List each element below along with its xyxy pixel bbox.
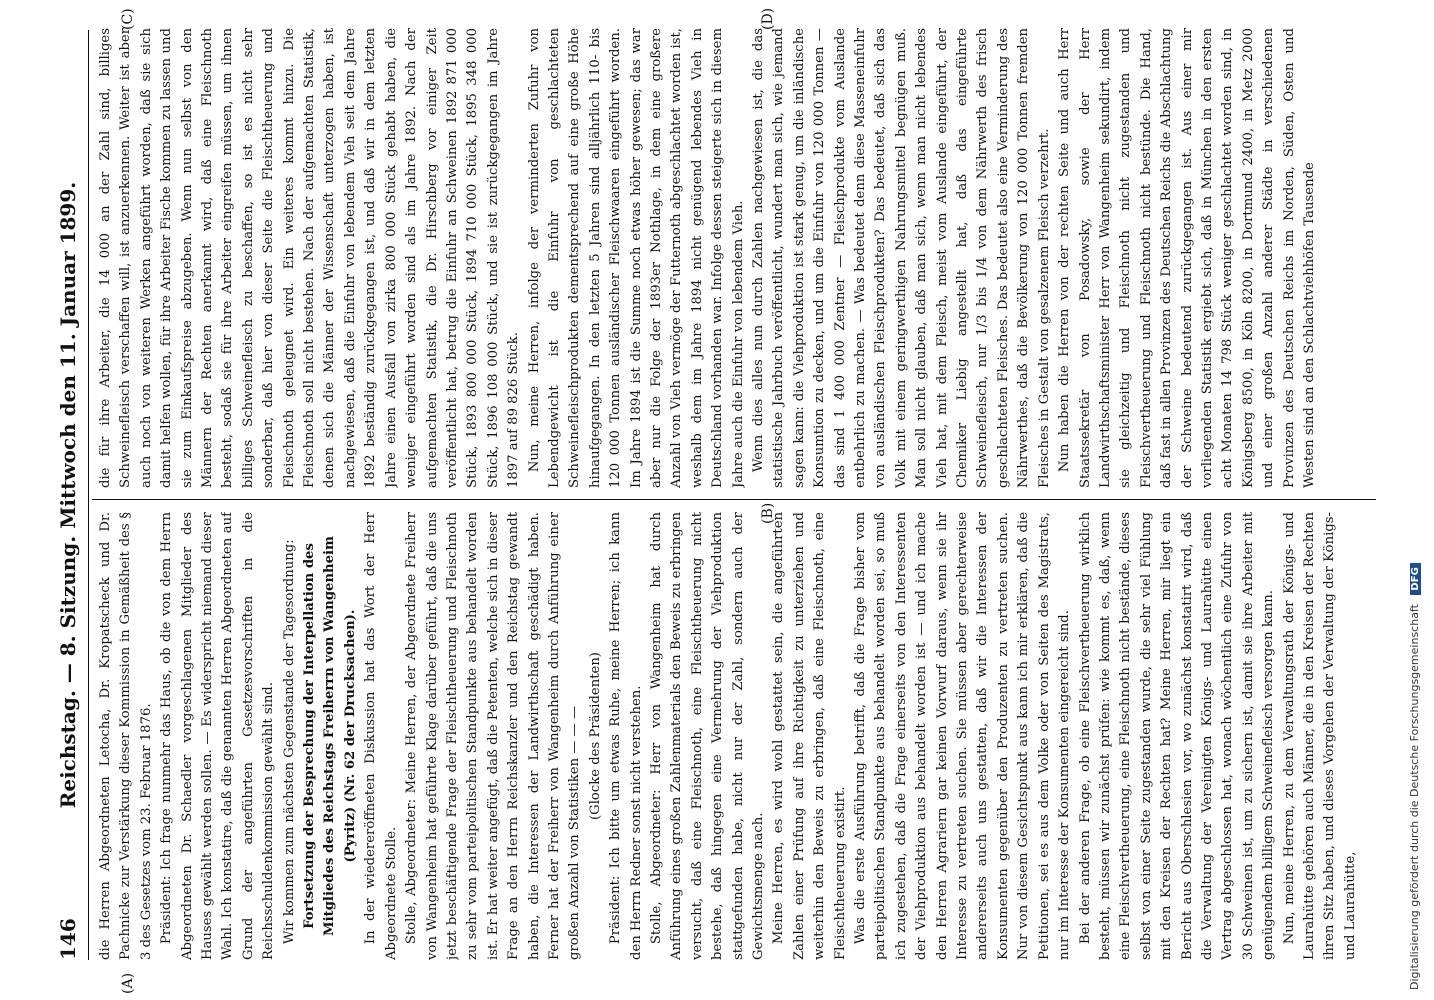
paragraph: In der wiedereröffneten Diskussion hat das Wort der Herr Abgeordnete Stolle. xyxy=(363,512,399,960)
agenda-heading: Fortsetzung der Besprechung der Interpellation des Mitgliedes des Reichstags Freiherrn von Wangenheim (Pyritz) (Nr. 62 der Drucksachen). xyxy=(302,536,358,936)
paragraph: Nun, meine Herren, zu dem Verwaltungsrath der Königs- und Laurahütte gehören auch Männer, die in den Kreisen der Rechten ihren Sitz haben, und dieses Vorgehen der Verwaltung der Königs- und Laurahütte, xyxy=(1281,512,1358,960)
paragraph: Meine Herren, es wird wohl gestattet sein, die angeführten Zahlen einer Prüfung auf ihre Richtigkeit zu unterziehen und weiterhin den Beweis zu erbringen, daß eine Fleischnoth, eine Fleischtheuerung existirt. xyxy=(771,512,848,960)
paragraph: Nun haben die Herren von der rechten Seite und auch Herr Staatssekretär von Posadowsky, sowie der Herr Landwirthschaftsminister Herr von Wangenheim sekundirt, indem sie gleichzeitig und Fleischnoth nicht zugestanden und Fleischvertheuerung und Fleischnoth nicht bestünde. Die Hand, daß fast in allen Provinzen des Deutschen Reichs die Abschlachtung der Schweine bedeutend zurückgegangen ist. Aus einer mir vorliegenden Statistik ergiebt sich, daß in München in den ersten acht Monaten 14 798 Stück weniger geschlachtet worden sind, in Königsberg 8500, in Köln 8200, in Dortmund 2400, in Metz 2000 und einer großen Anzahl anderer Städte in verschiedenen Provinzen des Deutschen Reichs im Norden, Süden, Osten und Westen sind an den Schlachtviehhöfen Tausende xyxy=(1057,28,1317,488)
paragraph: Wenn dies alles nun durch Zahlen nachgewiesen ist, die das statistische Jahrbuch veröffentlicht, wundert man sich, wie jemand sagen kann: die Viehproduktion ist stark genug, um die inländische Konsumtion zu decken, und um die Einfuhr von 120 000 Tonnen — das sind 1 400 000 Zentner — Fleischprodukte vom Auslande entbehrlich zu machen. — Was bedeutet denn diese Masseneinfuhr von ausländischen Fleischprodukten? Das bedeutet, daß sich das Volk mit einem geringwerthigen Nahrungsmittel begnügen muß. Man soll nicht glauben, daß man sich, wenn man nicht lebendes Vieh hat, mit dem Fleisch, meist vom Auslande eingeführt, der Chemiker Liebig angestellt hat, daß das eingeführte Schweinefleisch, nur 1/3 bis 1/4 von dem Nährwerth des frisch geschlachteten Fleisches. Das bedeutet also eine Verminderung des Nährwerthes, daß die Bevölkerung von 120 000 Tonnen fremden Fleisches in Gestalt von gesalzenem Fleisch verzehrt. xyxy=(751,28,1052,488)
page-title: Reichstag. — 8. Sitzung. Mittwoch den 11. Januar 1899. xyxy=(56,181,80,809)
margin-mark-a: (A) xyxy=(120,972,136,994)
paragraph: Präsident: Ich frage nunmehr das Haus, ob die von dem Herrn Abgeordneten Dr. Schaedler vorgeschlagenen Mitglieder des Hauses gewählt werden sollen. — Es widerspricht niemand dieser Wahl. Ich konstatire, daß die genannten Herren Abgeordneten auf Grund der angeführten Gesetzesvorschriften in die Reichsschuldenkommission gewählt sind. xyxy=(159,512,277,960)
paragraph: Stolle, Abgeordneter: Herr von Wangenheim hat durch Anführung eines großen Zahlenmaterials den Beweis zu erbringen versucht, daß eine Fleischnoth, eine Fleischtheuerung nicht bestehe, daß hingegen eine Vermehrung der Viehproduktion stattgefunden habe, nicht nur der Zahl, sondern auch der Gewichtsmenge nach. xyxy=(648,512,766,960)
digitization-sidebar xyxy=(1406,0,1430,1000)
column-divider xyxy=(92,499,1376,500)
paragraph: Präsident: Ich bitte um etwas Ruhe, meine Herren; ich kann den Herrn Redner sonst nicht verstehen. xyxy=(608,512,644,960)
paragraph: Nun, meine Herren, infolge der verminderten Zufuhr von Lebendgewicht ist die Einfuhr von geschlachteten Schweinefleischprodukten dementsprechend auf eine große Höhe hinaufgegangen. In den letzten 5 Jahren sind alljährlich 110- bis 120 000 Tonnen ausländischer Fleischwaaren eingeführt worden. Im Jahre 1894 ist die Summe noch etwas höher gewesen; das war aber nur die Folge der 1893er Nothlage, in dem eine großere Anzahl von Vieh vermöge der Futternoth abgeschlachtet worden ist, weshalb dem im Jahre 1894 nicht genügend lebendes Vieh in Deutschland vorhanden war. Infolge dessen steigerte sich in diesem Jahre auch die Einfuhr von lebendem Vieh. xyxy=(526,28,746,488)
paragraph: Was die erste Ausführung betrifft, daß die Frage bisher vom parteipolitischen Standpunkte aus behandelt worden sei, so muß ich zugestehen, daß die Frage einerseits von den Interessenten der Viehproduktion aus behandelt worden ist — und ich mache den Herren Agrariern gar keinen Vorwurf daraus, wenn sie ihr Interesse zu vertreten suchen. Sie müssen aber gerechterweise andererseits auch uns gestatten, daß wir die Interessen der Konsumenten gegenüber den Produzenten zu vertreten suchen. Nur von diesem Gesichtspunkt aus kann ich mir erklären, daß die Petitionen, sei es aus dem Volke oder von Seiten des Magistrats, nur im Interesse der Konsumenten eingereicht sind. xyxy=(853,512,1073,960)
paragraph: Bei der anderen Frage, ob eine Fleischvertheuerung wirklich besteht, müssen wir zunächst prüfen: wie kommt es, daß, wenn eine Fleischvertheuerung, eine Fleischnoth nicht bestände, dieses selbst von einer Seite zugestanden wurde, die sehr viel Fühlung mit den Kreisen der Rechten hat? Meine Herren, mir liegt ein Bericht aus Oberschlesien vor, wo zunächst konstatirt wird, daß die Verwaltung der Vereinigten Königs- und Laurahütte einen Vertrag abgeschlossen hat, wonach wöchentlich eine Zufuhr von 30 Schweinen ist, um zu sichern ist, damit sie ihre Arbeiter mit genügendem billigem Schweinefleisch versorgen kann. xyxy=(1077,512,1277,960)
margin-mark-c: (C) xyxy=(120,8,136,30)
page-header xyxy=(56,30,84,960)
left-column xyxy=(96,512,1376,960)
stage-direction: (Glocke des Präsidenten) xyxy=(587,652,603,820)
header-rule xyxy=(88,30,89,960)
funding-note: Digitalisierung gefördert durch die Deutsche Forschungsgemeinschaft xyxy=(1408,604,1421,990)
sidebar-credit xyxy=(1408,10,1421,990)
paragraph: Wir kommen zum nächsten Gegenstande der Tagesordnung: xyxy=(281,539,297,945)
paragraph: die für ihre Arbeiter, die 14 000 an der Zahl sind, billiges Schweinefleisch verschaffen will, ist anzuerkennen. Weiter ist aber auch noch von weiteren Werken angeführt worden, daß sie sich damit helfen wollen, für ihre Arbeiter Fische kommen zu lassen und sie zum Einkaufspreise abzugeben. Wenn nun selbst von den Männern der Rechten anerkannt wird, daß eine Fleischnoth besteht, sodaß sie für ihre Arbeiter eingreifen müssen, um ihnen billiges Schweinefleisch zu beschaffen, so ist es nicht sehr sonderbar, daß hier von dieser Seite die Fleischtheuerung und Fleischnoth geleugnet wird. Ein weiteres kommt hinzu. Die Fleischnoth soll nicht bestehen. Nach der aufgemachten Statistik, denen sich die Männer der Wissenschaft unterzogen haben, ist nachgewiesen, daß die Einfuhr von lebendem Vieh seit dem Jahre 1892 beständig zurückgegangen ist, und daß wir in dem letzten Jahre einen Ausfall von zirka 800 000 Stück gehabt haben, die weniger eingeführt worden sind als im Jahre 1892. Nach der aufgemachten Statistik, die Dr. Hirschberg vor einiger Zeit veröffentlicht hat, betrug die Einfuhr an Schweinen 1892 871 000 Stück, 1893 800 000 Stück, 1894 710 000 Stück, 1895 348 000 Stück, 1896 108 000 Stück, und sie ist zurückgegangen im Jahre 1897 auf 89 826 Stück. xyxy=(98,28,522,488)
right-column xyxy=(96,28,1376,488)
paragraph: die Herren Abgeordneten Letocha, Dr. Kropatscheck und Dr. Pachnicke zur Verstärkung dieser Kommission in Gemäßheit des § 3 des Gesetzes vom 23. Februar 1876. xyxy=(98,512,154,960)
page-number: 146 xyxy=(56,918,80,960)
margin-mark-d: (D) xyxy=(760,7,776,30)
margin-mark-b: (B) xyxy=(760,502,776,524)
paragraph: Stolle, Abgeordneter: Meine Herren, der Abgeordnete Freiherr von Wangenheim hat geführte Klage darüber geführt, daß die uns jetzt beschäftigende Frage der Fleischtheuerung und Fleischnoth zu sehr vom parteipolitischen Standpunkte aus behandelt worden ist. Er hat weiter angefügt, daß die Petenten, welche sich in dieser Frage an den Herrn Reichskanzler und den Reichstag gewandt haben, die Interessen der Landwirthschaft geschädigt haben. Ferner hat der Freiherr von Wangenheim durch Anführung einer großen Anzahl von Statistiken — — — xyxy=(404,512,583,960)
dfg-logo: DFG xyxy=(1410,563,1421,594)
